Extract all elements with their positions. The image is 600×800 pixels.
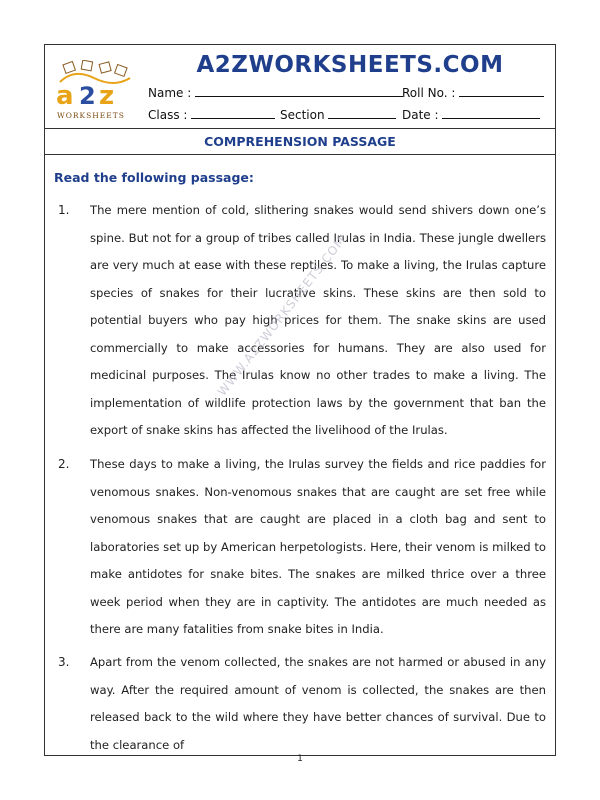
paragraph-number: 2. <box>58 457 70 471</box>
date-field[interactable] <box>402 107 540 122</box>
header-divider <box>44 128 556 129</box>
a2z-logo <box>54 60 134 122</box>
logo-letter-2: 2 <box>79 82 96 110</box>
heading-divider <box>44 154 556 155</box>
site-title: A2ZWORKSHEETS.COM <box>196 52 504 78</box>
watermark: WWW.A2ZWORKSHEETS.COM <box>215 232 349 399</box>
logo-ribbons-icon <box>60 60 130 83</box>
section-label: Section <box>280 108 325 122</box>
roll-field[interactable] <box>402 85 544 100</box>
section-field[interactable] <box>280 107 396 122</box>
paragraph-number: 1. <box>58 203 70 217</box>
class-label: Class : <box>148 108 188 122</box>
page-number: 1 <box>297 754 303 764</box>
paragraph-text: These days to make a living, the Irulas survey the fields and rice paddies for venomous snakes. Non-venomous snakes that are caught are set free while venomous snakes that are caught are placed in a cloth bag and sent to laboratories set up by American herpetologists. Here, their venom is milked to make antidotes for snake bites. The snakes are milked thrice over a three week period when they are in captivity. The antidotes are much needed as there are many fatalities from snake bites in India. <box>90 457 546 636</box>
section-line[interactable] <box>328 107 396 119</box>
logo-letter-z: z <box>99 81 115 111</box>
class-line[interactable] <box>191 107 275 119</box>
name-field[interactable] <box>148 85 403 100</box>
logo-letter-a: a <box>56 81 74 111</box>
class-field[interactable] <box>148 107 275 122</box>
date-line[interactable] <box>442 107 540 119</box>
paragraph-text: The mere mention of cold, slithering snakes would send shivers down one’s spine. But not for a group of tribes called Irulas in India. These jungle dwellers are very much at ease with these reptiles. To make a living, the Irulas capture species of snakes for their lucrative skins. These skins are then sold to potential buyers who pay high prices for them. The snake skins are used commercially to make accessories for humans. They are also used for medicinal purposes. The Irulas know no other trades to make a living. The implementation of wildlife protection laws by the government that ban the export of snake skins has affected the livelihood of the Irulas. <box>90 203 546 437</box>
name-label: Name : <box>148 86 192 100</box>
date-label: Date : <box>402 108 439 122</box>
passage-heading: COMPREHENSION PASSAGE <box>204 134 396 149</box>
logo-wordmark: WORKSHEETS <box>57 111 125 120</box>
paragraph-text: Apart from the venom collected, the snakes are not harmed or abused in any way. After the required amount of venom is collected, the snakes are then released back to the wild where they have better chances of survival. Due to the clearance of <box>90 655 546 752</box>
name-line[interactable] <box>195 85 403 97</box>
paragraph-number: 3. <box>58 655 70 669</box>
roll-label: Roll No. : <box>402 86 456 100</box>
instruction-text: Read the following passage: <box>54 170 254 185</box>
roll-line[interactable] <box>459 85 544 97</box>
